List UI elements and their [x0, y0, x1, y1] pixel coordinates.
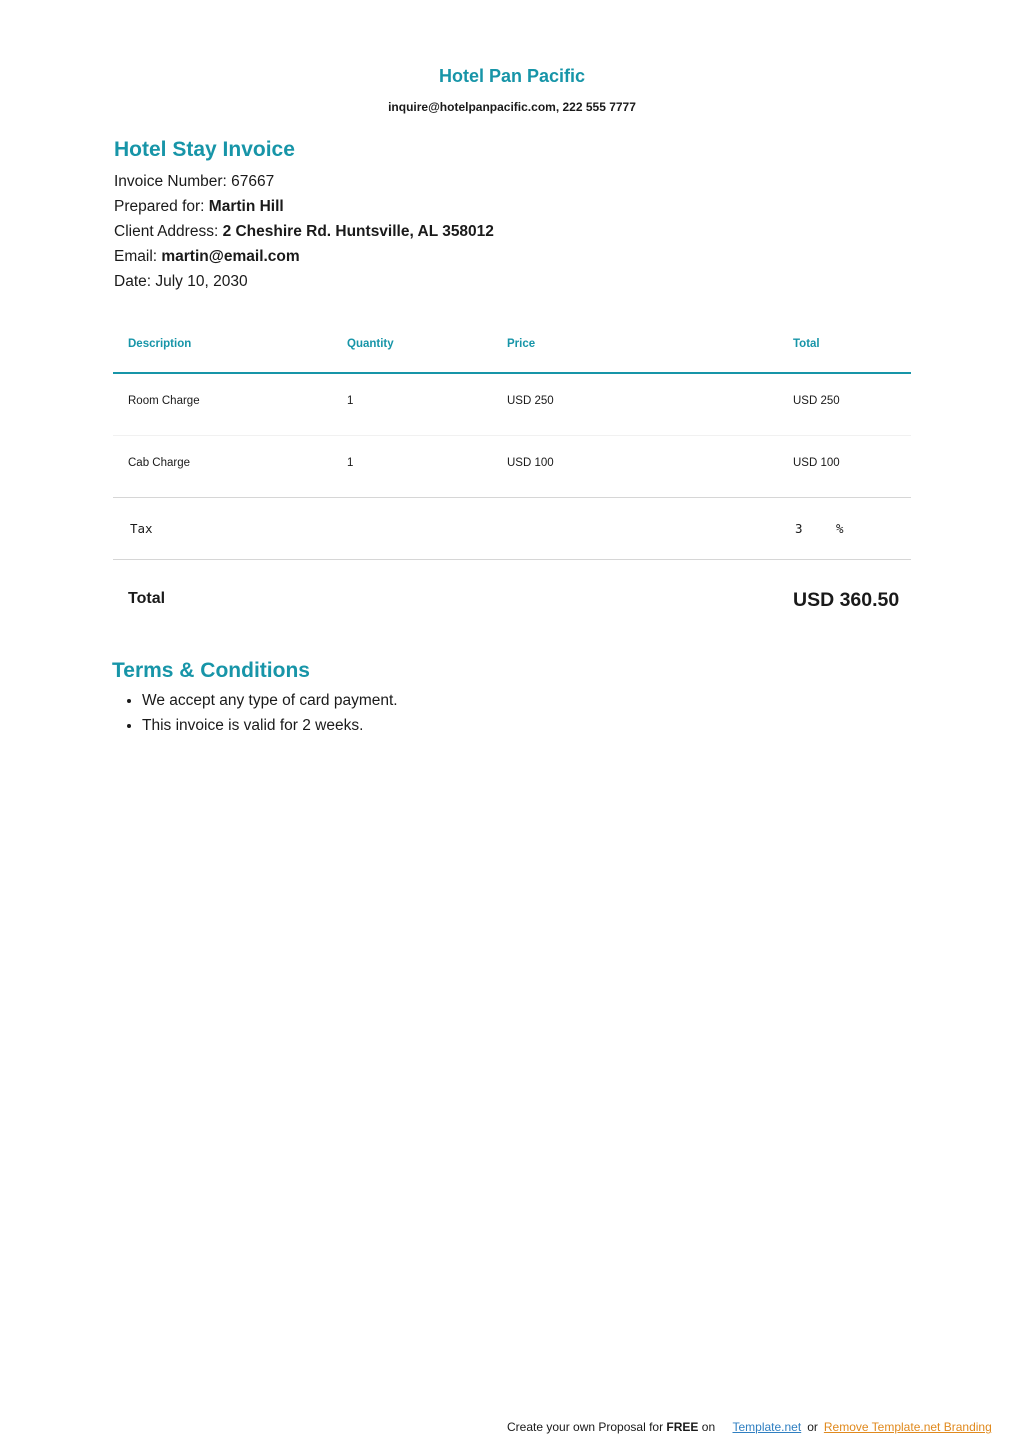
row-price: USD 100	[507, 457, 554, 469]
total-label: Total	[128, 590, 166, 607]
header-description: Description	[128, 338, 192, 350]
prepared-for-label: Prepared for:	[114, 198, 209, 215]
client-email: martin@email.com	[161, 248, 300, 265]
invoice-title: Hotel Stay Invoice	[114, 138, 295, 161]
tax-value: 3	[795, 521, 803, 536]
date-label: Date:	[114, 273, 156, 290]
row-description: Cab Charge	[128, 457, 191, 469]
table-row	[113, 436, 911, 498]
row-quantity: 1	[347, 457, 354, 469]
footer-on: on	[701, 1420, 716, 1434]
email-label: Email:	[114, 248, 162, 265]
footer-free: FREE	[666, 1420, 699, 1434]
header-price: Price	[507, 338, 536, 350]
row-total: USD 250	[793, 395, 840, 407]
tax-unit: %	[836, 521, 844, 536]
terms-title: Terms & Conditions	[112, 659, 310, 682]
invoice-info	[114, 169, 494, 294]
remove-branding-link[interactable]: Remove Template.net Branding	[823, 1420, 992, 1434]
date-line	[114, 269, 494, 294]
table-header	[113, 314, 911, 374]
tax-row	[113, 498, 911, 560]
prepared-for-name: Martin Hill	[208, 198, 284, 215]
invoice-number-label: Invoice Number:	[114, 173, 232, 190]
email-line	[114, 244, 494, 269]
footer-prefix: Create your own Proposal for	[507, 1420, 667, 1434]
row-total: USD 100	[793, 457, 840, 469]
company-contact: inquire@hotelpanpacific.com, 222 555 7777	[388, 100, 636, 114]
row-description: Room Charge	[128, 395, 200, 407]
client-address-label: Client Address:	[114, 223, 223, 240]
footer-or: or	[807, 1420, 818, 1434]
row-price: USD 250	[507, 395, 554, 407]
terms-list	[114, 688, 398, 738]
header-total: Total	[793, 338, 820, 350]
invoice-number-line	[114, 169, 494, 194]
invoice-date: July 10, 2030	[155, 273, 248, 290]
client-address: 2 Cheshire Rd. Huntsville, AL 358012	[222, 223, 494, 240]
prepared-for-line	[114, 194, 494, 219]
footer-branding	[507, 1420, 992, 1434]
list-item: • We accept any type of card payment.	[142, 688, 398, 713]
invoice-number: 67667	[231, 173, 275, 190]
list-item: • This invoice is valid for 2 weeks.	[142, 713, 398, 738]
total-value: USD 360.50	[793, 589, 900, 611]
header-quantity: Quantity	[347, 338, 394, 350]
template-net-link[interactable]: Template.net	[732, 1420, 802, 1434]
client-address-line	[114, 219, 494, 244]
tax-label: Tax	[130, 521, 153, 536]
row-quantity: 1	[347, 395, 354, 407]
company-name: Hotel Pan Pacific	[438, 66, 586, 86]
invoice-table	[113, 314, 911, 640]
table-row	[113, 374, 911, 436]
total-row	[113, 560, 911, 640]
